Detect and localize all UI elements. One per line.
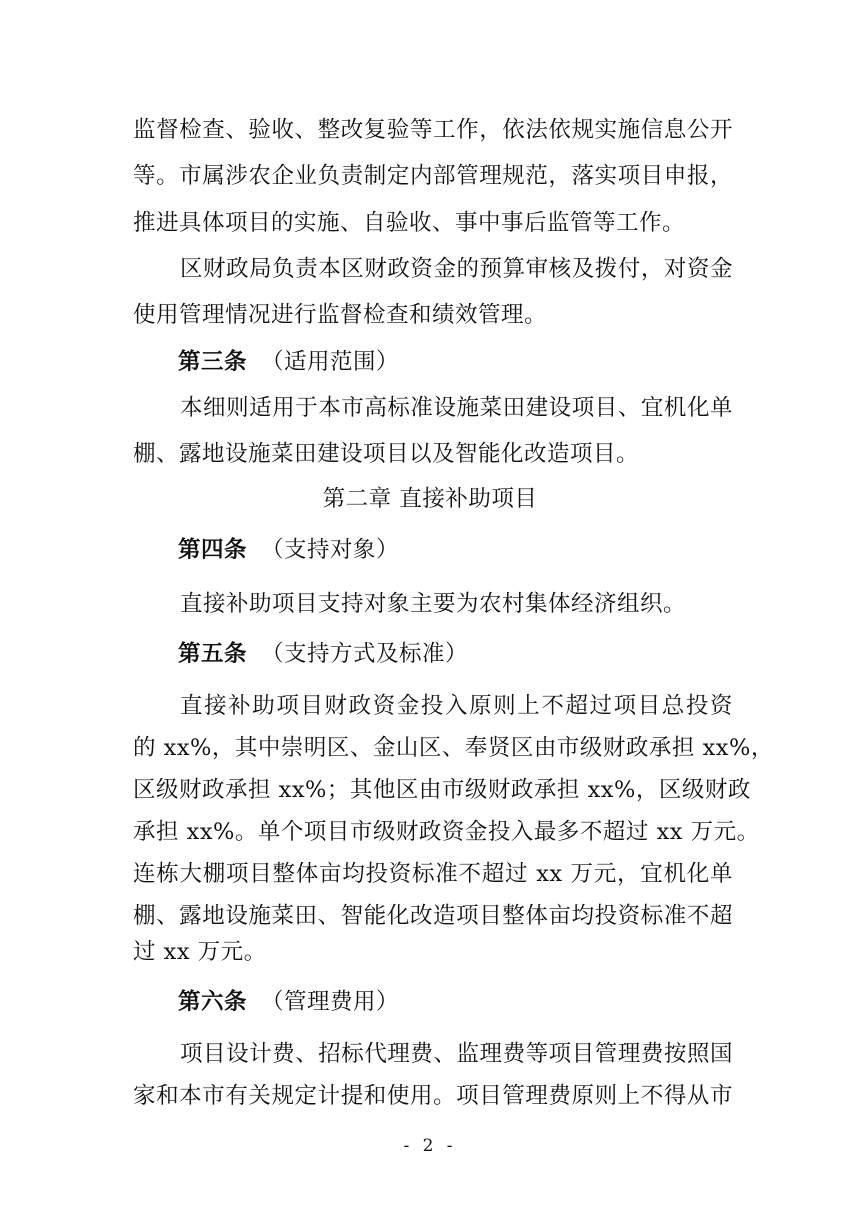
body-text-line: 监督检查、验收、整改复验等工作，依法依规实施信息公开 <box>133 117 733 143</box>
article-title: （支持方式及标准） <box>261 641 469 667</box>
body-text-line: 区级财政承担 xx%；其他区由市级财政承担 xx%，区级财政 <box>133 777 751 803</box>
article-title: （支持对象） <box>261 537 400 563</box>
body-text-line: 直接补助项目财政资金投入原则上不超过项目总投资 <box>180 693 733 719</box>
article-title: （管理费用） <box>261 989 400 1015</box>
article-heading <box>178 639 468 669</box>
body-text-line: 过 xx 万元。 <box>133 939 267 965</box>
body-text-line: 区财政局负责本区财政资金的预算审核及拨付，对资金 <box>180 256 733 282</box>
body-text-line: 家和本市有关规定计提和使用。项目管理费原则上不得从市 <box>133 1083 733 1109</box>
article-number: 第五条 <box>178 641 248 667</box>
article-heading <box>178 347 399 377</box>
body-text-line: 项目设计费、招标代理费、监理费等项目管理费按照国 <box>180 1041 733 1067</box>
body-text-line: 直接补助项目支持对象主要为农村集体经济组织。 <box>180 591 687 617</box>
body-text-line: 等。市属涉农企业负责制定内部管理规范，落实项目申报， <box>133 163 733 189</box>
article-number: 第六条 <box>178 989 248 1015</box>
article-heading <box>178 987 399 1017</box>
body-text-line: 棚、露地设施菜田、智能化改造项目整体亩均投资标准不超 <box>133 903 733 929</box>
body-text-line: 棚、露地设施菜田建设项目以及智能化改造项目。 <box>133 441 640 467</box>
chapter-heading: 第二章 直接补助项目 <box>322 486 538 512</box>
article-number: 第四条 <box>178 537 248 563</box>
body-text-line: 承担 xx%。单个项目市级财政资金投入最多不超过 xx 万元。 <box>133 819 760 845</box>
article-title: （适用范围） <box>261 349 400 375</box>
body-text-line: 的 xx%，其中崇明区、金山区、奉贤区由市级财政承担 xx%， <box>133 735 774 761</box>
body-text-line: 推进具体项目的实施、自验收、事中事后监管等工作。 <box>133 210 686 236</box>
page-number: - 2 - <box>403 1136 457 1156</box>
body-text-line: 本细则适用于本市高标准设施菜田建设项目、宜机化单 <box>180 395 733 421</box>
article-number: 第三条 <box>178 349 248 375</box>
body-text-line: 使用管理情况进行监督检查和绩效管理。 <box>133 302 548 328</box>
body-text-line: 连栋大棚项目整体亩均投资标准不超过 xx 万元，宜机化单 <box>133 861 733 887</box>
article-heading <box>178 535 399 565</box>
